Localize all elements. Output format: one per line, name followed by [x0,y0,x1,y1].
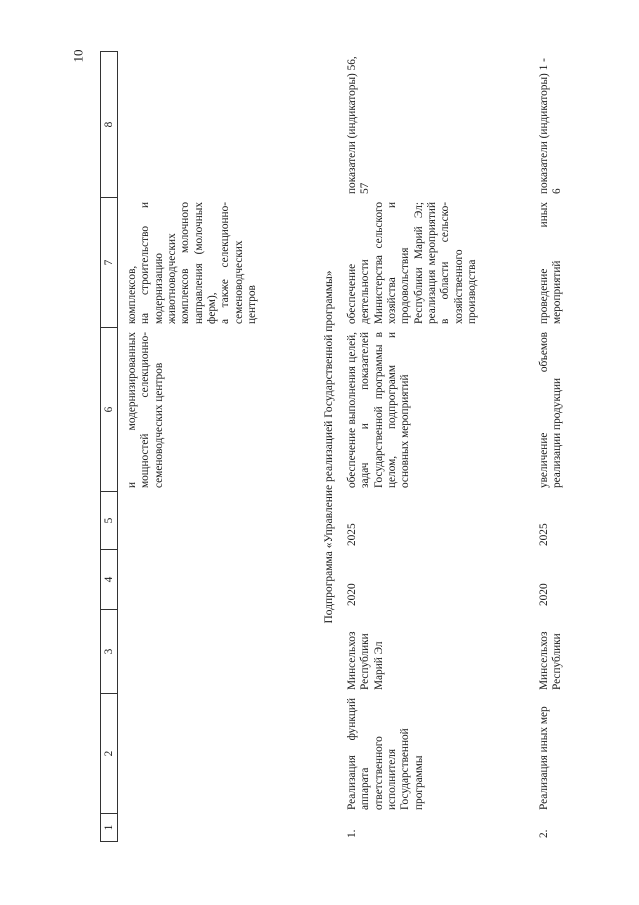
start-year: 2020 [346,583,358,606]
measure-name: Реализация функций аппарата ответственного исполнителя Государственной программы [346,698,425,810]
row-number: 1. [346,829,358,838]
indicators: показатели (индикаторы) 56, 57 [346,56,372,194]
continuation-row [126,52,259,842]
rotated-table-page [100,52,620,842]
page-number: 10 [70,49,86,63]
header-col-3: 3 [101,610,118,694]
consequences: обеспечение деятельности Министерства сельского хозяйства и продовольствия Республики Марий Эл; реализация мероприятий в области сельско-хозяйственного производства [346,202,478,324]
start-year: 2020 [538,583,550,606]
measures-table [100,51,118,842]
continuation-result: и модернизированных мощностей селекционно-семеноводческих центров [126,332,165,488]
expected-result: увеличение объемов реализации продукции [538,332,564,488]
table-row [346,52,479,842]
row-number: 2. [538,829,550,838]
header-col-2: 2 [101,694,118,814]
header-col-8: 8 [101,52,118,198]
column-header-row [101,52,118,842]
expected-result: обеспечение выполнения целей, задач и показателей Государственной программы в целом, подпрограмм и основных мероприятий [346,332,412,488]
executor: Минсельхоз Республики [538,631,564,690]
header-col-4: 4 [101,550,118,610]
header-col-1: 1 [101,814,118,842]
header-col-7: 7 [101,198,118,328]
header-col-5: 5 [101,492,118,550]
header-col-6: 6 [101,328,118,492]
table-row [538,52,565,842]
subprogram-title: Подпрограмма «Управление реализацией Государственной программы» [323,270,335,624]
end-year: 2025 [538,523,550,546]
executor: Минсельхоз Республики Марий Эл [346,631,385,690]
measure-name: Реализация иных мер [538,706,550,810]
consequences: проведение иных мероприятий [538,202,564,324]
indicators: показатели (индикаторы) 1 - 6 [538,58,564,194]
continuation-consequences: комплексов, на строительство и модернизацию животноводческих комплексов молочного направления (молочных ферм), а также селекционно-семеноводческих центров [126,202,258,324]
end-year: 2025 [346,523,358,546]
